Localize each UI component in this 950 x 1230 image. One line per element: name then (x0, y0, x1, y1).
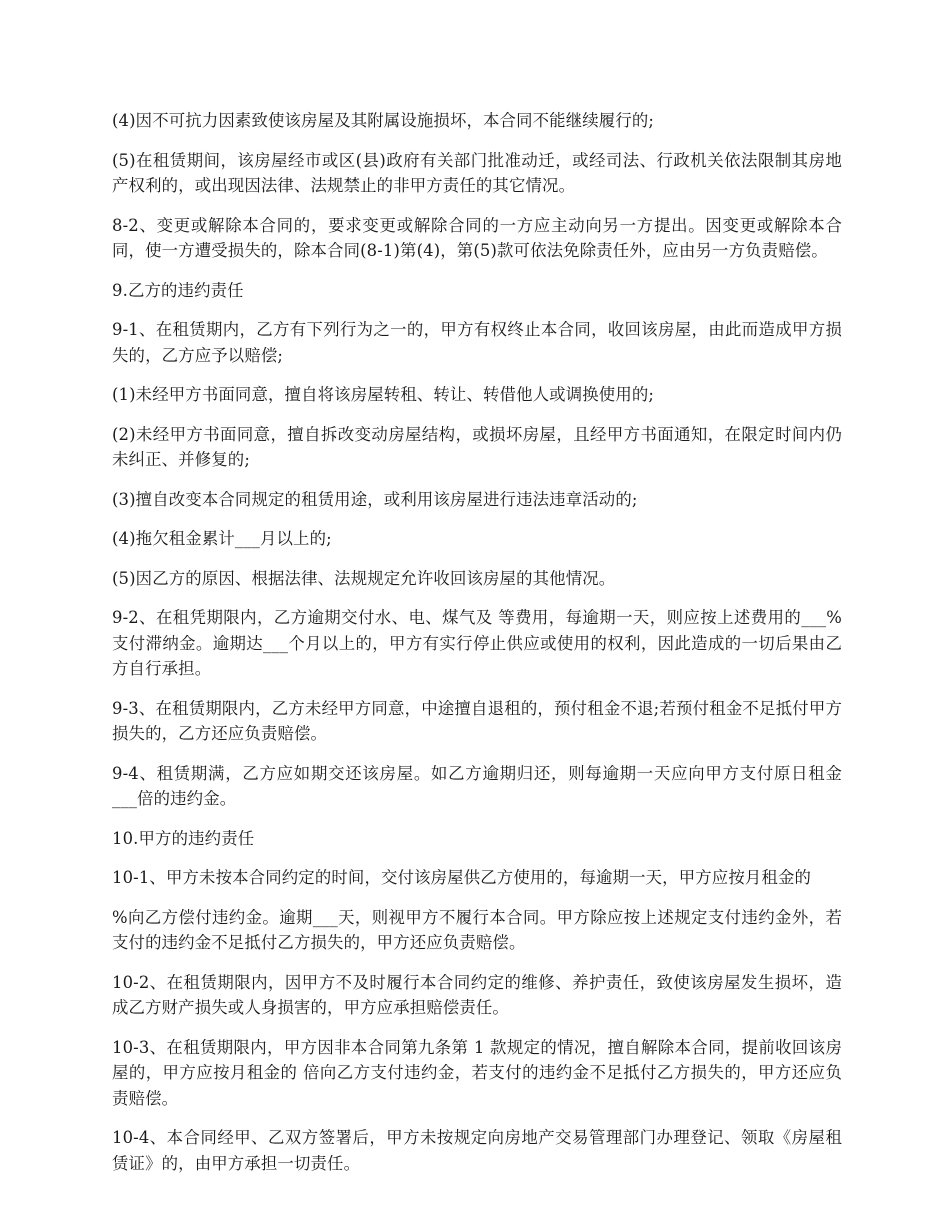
clause-10-1-continued: %向乙方偿付违约金。逾期___天，则视甲方不履行本合同。甲方除应按上述规定支付违约金外，若支付的违约金不足抵付乙方损失的，甲方还应负责赔偿。 (112, 907, 842, 952)
clause-9-4: 9-4、租赁期满，乙方应如期交还该房屋。如乙方逾期归还，则每逾期一天应向甲方支付原日租金___倍的违约金。 (112, 763, 842, 808)
clause-8-1-5: (5)在租赁期间，该房屋经市或区(县)政府有关部门批准动迁，或经司法、行政机关依法限制其房地产权利的，或出现因法律、法规禁止的非甲方责任的其它情况。 (112, 150, 842, 195)
clause-9-2: 9-2、在租凭期限内，乙方逾期交付水、电、煤气及 等费用，每逾期一天，则应按上述费用的___%支付滞纳金。逾期达___个月以上的，甲方有实行停止供应或使用的权利，因此造成的一切后果由乙方自行承担。 (112, 608, 842, 678)
document-body (112, 108, 842, 1190)
clause-10-2: 10-2、在租赁期限内，因甲方不及时履行本合同约定的维修、养护责任，致使该房屋发生损坏，造成乙方财产损失或人身损害的，甲方应承担赔偿责任。 (112, 972, 842, 1017)
clause-8-2: 8-2、变更或解除本合同的，要求变更或解除合同的一方应主动向另一方提出。因变更或解除本合同，使一方遭受损失的，除本合同(8-1)第(4)，第(5)款可依法免除责任外，应由另一方负责赔偿。 (112, 215, 842, 260)
clause-9-1-1: (1)未经甲方书面同意，擅自将该房屋转租、转让、转借他人或调换使用的; (112, 385, 655, 404)
section-heading-10: 10.甲方的违约责任 (112, 828, 255, 848)
clause-9-1-3: (3)擅自改变本合同规定的租赁用途，或利用该房屋进行违法违章活动的; (112, 489, 638, 509)
clause-9-1-2: (2)未经甲方书面同意，擅自拆改变动房屋结构，或损坏房屋，且经甲方书面通知，在限定时间内仍未纠正、并修复的; (112, 424, 842, 469)
clause-9-3: 9-3、在租赁期限内，乙方未经甲方同意，中途擅自退租的，预付租金不退;若预付租金不足抵付甲方损失的，乙方还应负责赔偿。 (112, 698, 842, 743)
clause-10-1: 10-1、甲方未按本合同约定的时间，交付该房屋供乙方使用的，每逾期一天，甲方应按月租金的 (112, 868, 812, 887)
clause-9-1-4: (4)拖欠租金累计___月以上的; (112, 529, 332, 548)
clause-9-1: 9-1、在租赁期内，乙方有下列行为之一的，甲方有权终止本合同，收回该房屋，由此而造成甲方损失的，乙方应予以赔偿; (112, 320, 842, 365)
section-heading-9: 9.乙方的违约责任 (112, 280, 244, 300)
clause-10-3: 10-3、在租赁期限内，甲方因非本合同第九条第 1 款规定的情况，擅自解除本合同，提前收回该房屋的，甲方应按月租金的 倍向乙方支付违约金，若支付的违约金不足抵付乙方损失的，甲方还应负责赔偿。 (112, 1037, 842, 1108)
clause-9-1-5: (5)因乙方的原因、根据法律、法规规定允许收回该房屋的其他情况。 (112, 568, 616, 588)
clause-8-1-4: (4)因不可抗力因素致使该房屋及其附属设施损坏，本合同不能继续履行的; (112, 111, 655, 130)
clause-10-4: 10-4、本合同经甲、乙双方签署后，甲方未按规定向房地产交易管理部门办理登记、领取《房屋租赁证》的，由甲方承担一切责任。 (112, 1128, 842, 1173)
